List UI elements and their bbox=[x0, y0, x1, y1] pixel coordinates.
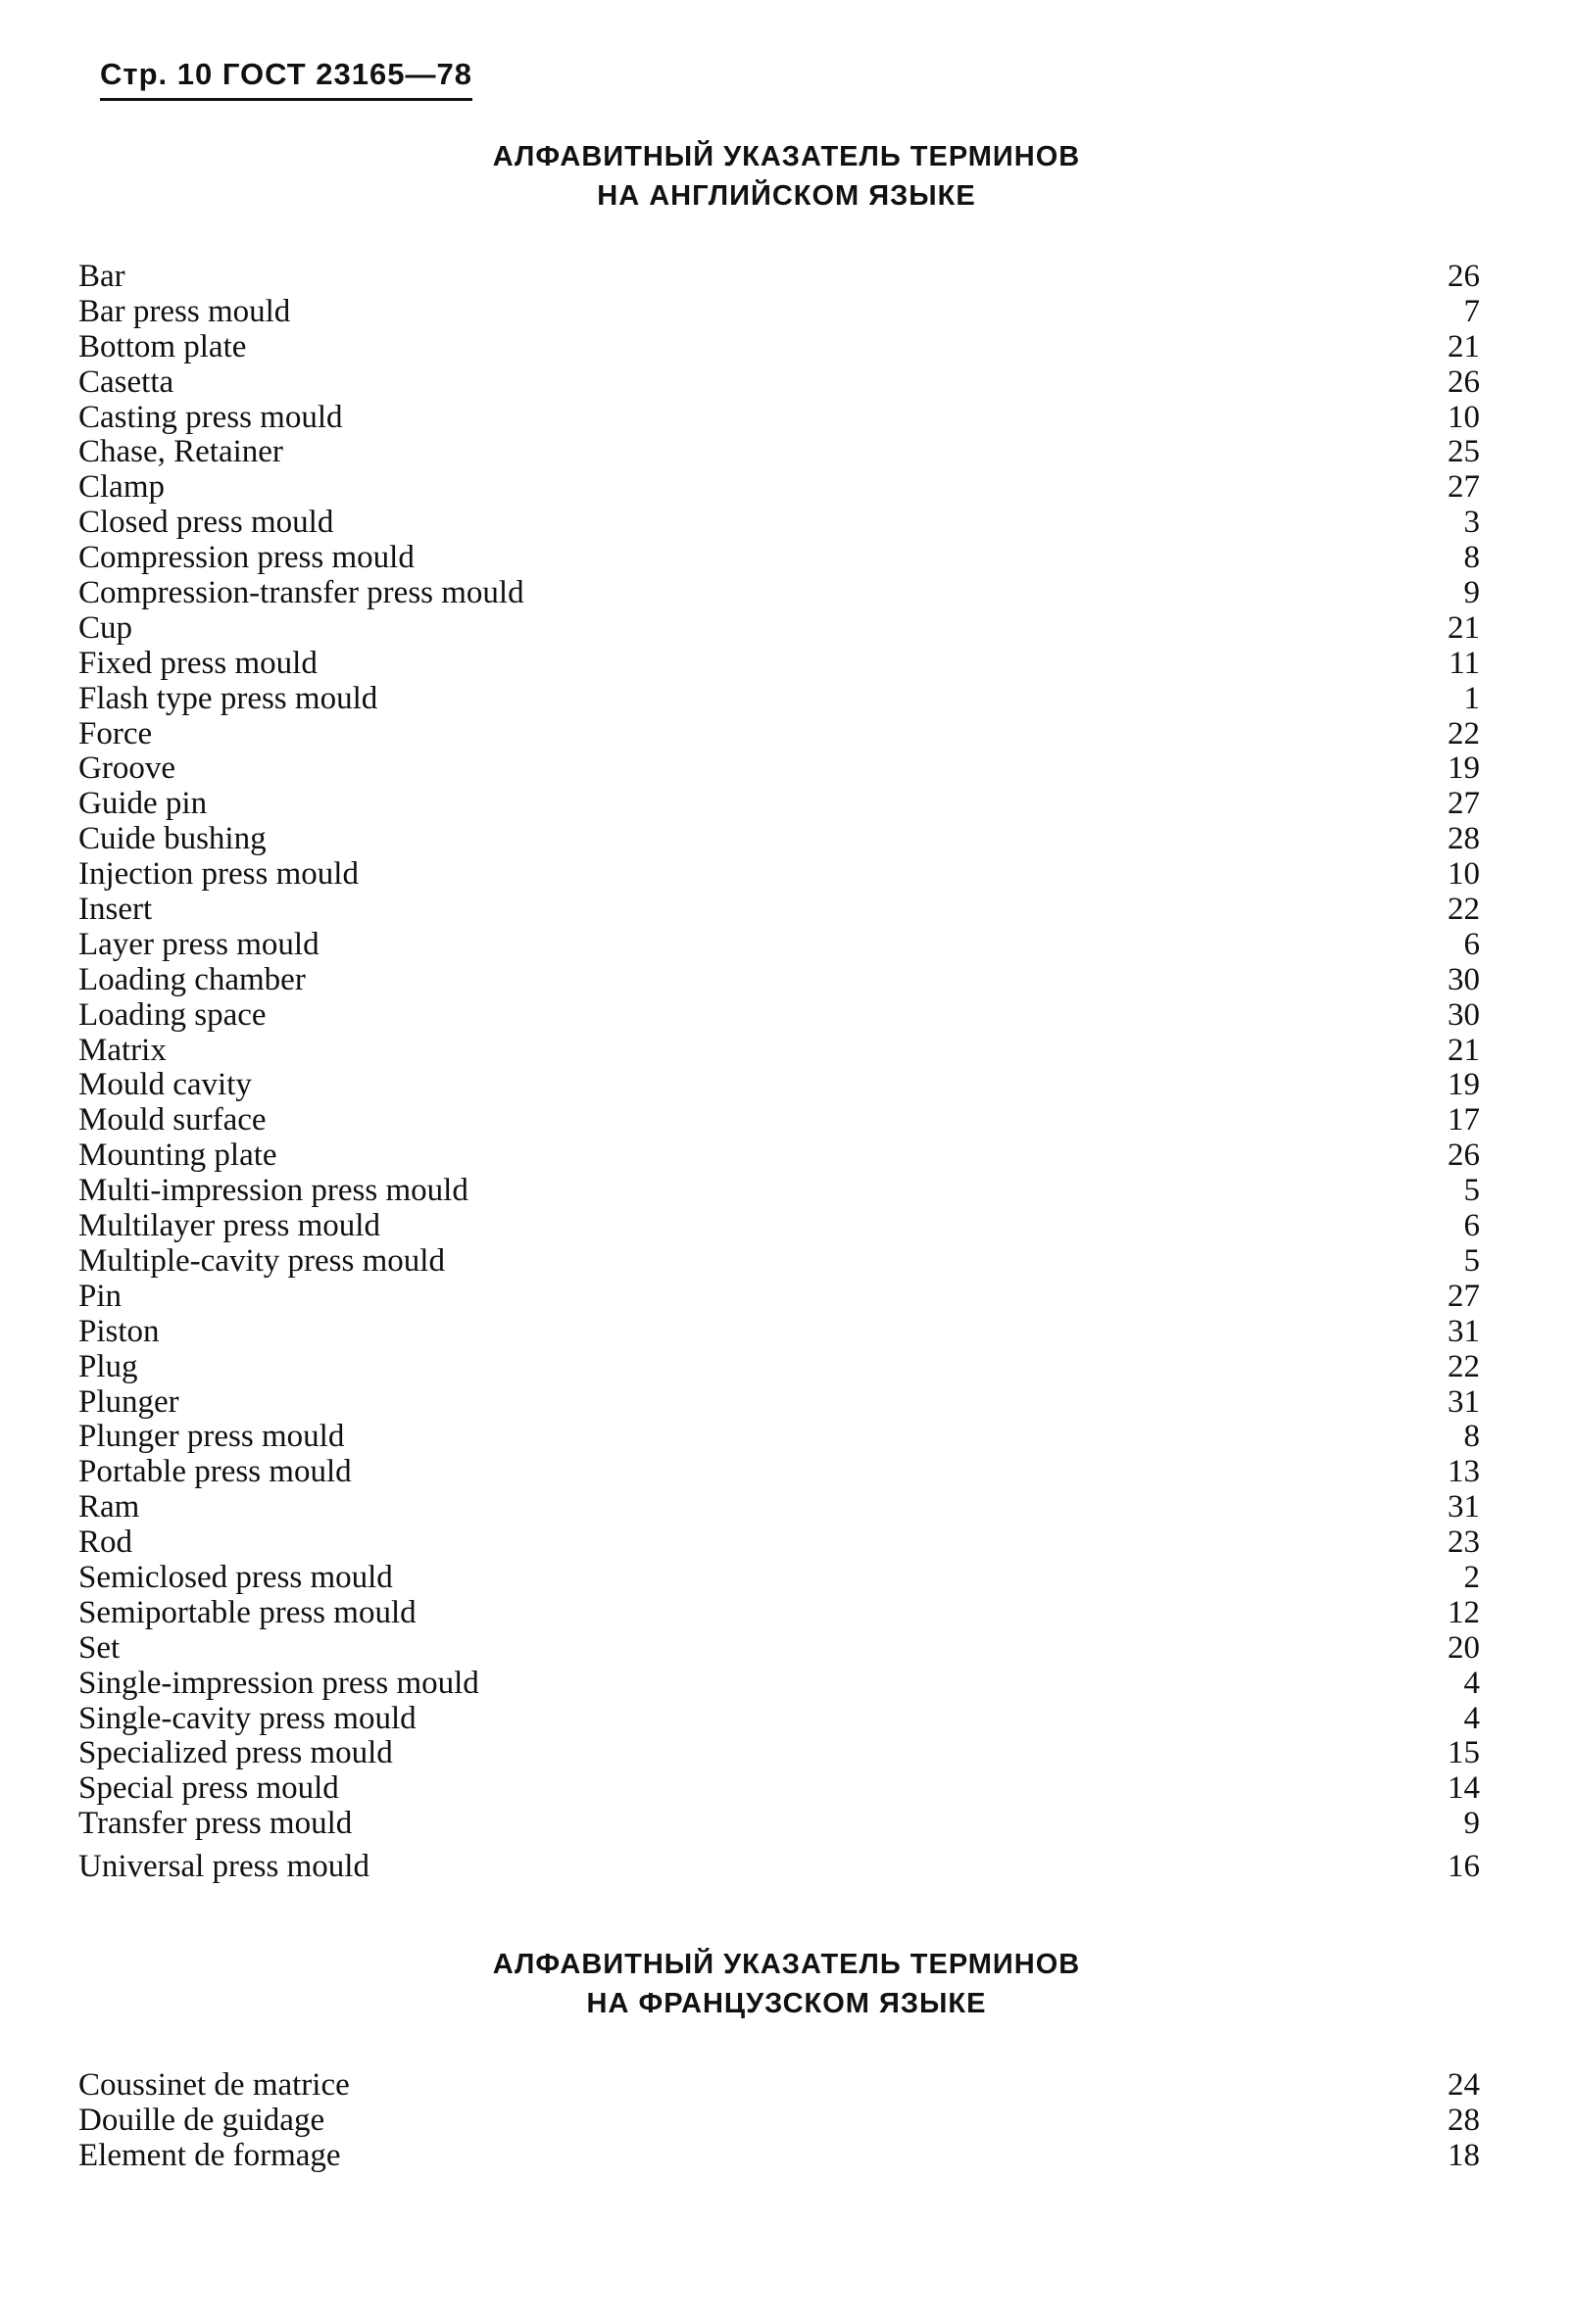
index-page-number: 22 bbox=[1448, 715, 1480, 751]
index-entry bbox=[78, 1280, 1480, 1315]
index-page-number: 3 bbox=[1463, 505, 1480, 541]
index-entry bbox=[78, 541, 1480, 576]
index-term: Piston bbox=[78, 1313, 160, 1349]
index-page-number: 5 bbox=[1463, 1173, 1480, 1209]
index-entry bbox=[78, 1490, 1480, 1525]
index-entry bbox=[78, 2138, 1480, 2173]
index-page-number: 27 bbox=[1448, 1278, 1480, 1314]
index-entry bbox=[78, 611, 1480, 647]
index-page-number: 31 bbox=[1448, 1489, 1480, 1525]
index-term: Matrix bbox=[78, 1032, 167, 1068]
index-term: Mould cavity bbox=[78, 1067, 252, 1103]
index-term: Single-cavity press mould bbox=[78, 1700, 417, 1736]
index-term: Set bbox=[78, 1629, 121, 1666]
index-page-number: 20 bbox=[1448, 1629, 1480, 1666]
index-page-number: 22 bbox=[1448, 892, 1480, 928]
index-page-number: 7 bbox=[1463, 293, 1480, 329]
index-page-number: 8 bbox=[1463, 1419, 1480, 1455]
index-entry bbox=[78, 260, 1480, 295]
index-page-number: 10 bbox=[1448, 856, 1480, 893]
index-page-number: 19 bbox=[1448, 1067, 1480, 1103]
index-term: Specialized press mould bbox=[78, 1735, 393, 1771]
index-term: Mould surface bbox=[78, 1102, 267, 1138]
french-term-index bbox=[78, 2067, 1480, 2173]
index-entry bbox=[78, 998, 1480, 1034]
index-term: Groove bbox=[78, 750, 175, 787]
index-term: Layer press mould bbox=[78, 926, 320, 962]
index-page-number: 27 bbox=[1448, 469, 1480, 506]
index-term: Casetta bbox=[78, 363, 174, 400]
index-page-number: 27 bbox=[1448, 786, 1480, 822]
index-page-number: 19 bbox=[1448, 750, 1480, 787]
index-term: Compression-transfer press mould bbox=[78, 575, 524, 611]
index-term: Special press mould bbox=[78, 1770, 339, 1807]
index-entry bbox=[78, 928, 1480, 963]
index-entry bbox=[78, 893, 1480, 928]
index-page-number: 18 bbox=[1448, 2138, 1480, 2173]
english-index-title-line1: АЛФАВИТНЫЙ УКАЗАТЕЛЬ ТЕРМИНОВ bbox=[492, 141, 1081, 172]
index-term: Pin bbox=[78, 1278, 123, 1314]
index-page-number: 11 bbox=[1449, 645, 1480, 681]
index-page-number: 24 bbox=[1448, 2067, 1480, 2103]
index-page-number: 6 bbox=[1463, 1208, 1480, 1244]
index-page-number: 14 bbox=[1448, 1770, 1480, 1807]
index-page-number: 22 bbox=[1448, 1348, 1480, 1384]
index-entry bbox=[78, 470, 1480, 506]
index-entry bbox=[78, 2103, 1480, 2138]
english-index-title-line2: НА АНГЛИЙСКОМ ЯЗЫКЕ bbox=[597, 180, 976, 212]
index-term: Closed press mould bbox=[78, 505, 334, 541]
index-entry bbox=[78, 2067, 1480, 2103]
index-term: Transfer press mould bbox=[78, 1806, 353, 1842]
index-page-number: 21 bbox=[1448, 328, 1480, 364]
index-term: Plunger press mould bbox=[78, 1419, 345, 1455]
index-term: Chase, Retainer bbox=[78, 434, 283, 470]
index-term: Clamp bbox=[78, 469, 165, 506]
index-term: Douille de guidage bbox=[78, 2103, 325, 2138]
index-entry bbox=[78, 857, 1480, 893]
index-page-number: 5 bbox=[1463, 1242, 1480, 1279]
index-entry bbox=[78, 1667, 1480, 1702]
index-term: Compression press mould bbox=[78, 540, 415, 576]
index-term: Universal press mould bbox=[78, 1849, 369, 1885]
index-page-number: 21 bbox=[1448, 1032, 1480, 1068]
index-term: Loading chamber bbox=[78, 961, 306, 997]
index-term: Ram bbox=[78, 1489, 140, 1525]
index-term: Rod bbox=[78, 1525, 133, 1561]
index-page-number: 28 bbox=[1448, 2103, 1480, 2138]
index-entry bbox=[78, 1631, 1480, 1667]
index-page-number: 30 bbox=[1448, 961, 1480, 997]
index-entry bbox=[78, 682, 1480, 717]
index-entry bbox=[78, 751, 1480, 787]
index-entry bbox=[78, 1068, 1480, 1103]
index-page-number: 12 bbox=[1448, 1594, 1480, 1630]
index-term: Guide pin bbox=[78, 786, 208, 822]
index-page-number: 6 bbox=[1463, 926, 1480, 962]
index-page-number: 8 bbox=[1463, 540, 1480, 576]
index-page-number: 9 bbox=[1463, 575, 1480, 611]
french-index-title-line1: АЛФАВИТНЫЙ УКАЗАТЕЛЬ ТЕРМИНОВ bbox=[492, 1949, 1081, 1980]
index-entry bbox=[78, 1174, 1480, 1209]
index-page-number: 26 bbox=[1448, 363, 1480, 400]
index-entry bbox=[78, 1561, 1480, 1596]
index-term: Bar press mould bbox=[78, 293, 291, 329]
index-page-number: 26 bbox=[1448, 1138, 1480, 1174]
index-page-number: 2 bbox=[1463, 1559, 1480, 1595]
index-entry bbox=[78, 435, 1480, 470]
index-term: Bar bbox=[78, 259, 125, 294]
index-entry bbox=[78, 330, 1480, 365]
index-page-number: 10 bbox=[1448, 399, 1480, 435]
index-entry bbox=[78, 787, 1480, 822]
index-entry bbox=[78, 1385, 1480, 1421]
index-term: Insert bbox=[78, 892, 153, 928]
index-entry bbox=[78, 1138, 1480, 1174]
french-index-title bbox=[0, 1945, 1573, 2023]
index-term: Multilayer press mould bbox=[78, 1208, 380, 1244]
index-entry bbox=[78, 1455, 1480, 1490]
index-page-number: 21 bbox=[1448, 609, 1480, 646]
index-term: Cuide bushing bbox=[78, 821, 267, 857]
index-page-number: 31 bbox=[1448, 1383, 1480, 1420]
index-page-number: 15 bbox=[1448, 1735, 1480, 1771]
index-entry bbox=[78, 647, 1480, 682]
english-index-title bbox=[0, 137, 1573, 216]
index-entry bbox=[78, 365, 1480, 401]
index-entry bbox=[78, 1736, 1480, 1771]
index-term: Mounting plate bbox=[78, 1138, 277, 1174]
index-term: Injection press mould bbox=[78, 856, 359, 893]
index-entry bbox=[78, 1315, 1480, 1350]
index-term: Loading space bbox=[78, 996, 267, 1033]
index-entry bbox=[78, 1702, 1480, 1737]
index-page-number: 17 bbox=[1448, 1102, 1480, 1138]
index-page-number: 25 bbox=[1448, 434, 1480, 470]
index-entry bbox=[78, 963, 1480, 998]
index-term: Fixed press mould bbox=[78, 645, 318, 681]
index-entry bbox=[78, 1209, 1480, 1244]
index-entry bbox=[78, 506, 1480, 541]
index-page-number: 4 bbox=[1463, 1700, 1480, 1736]
index-term: Multiple-cavity press mould bbox=[78, 1242, 445, 1279]
index-term: Semiclosed press mould bbox=[78, 1559, 393, 1595]
index-term: Flash type press mould bbox=[78, 680, 378, 716]
index-entry bbox=[78, 401, 1480, 436]
index-term: Force bbox=[78, 715, 153, 751]
index-entry bbox=[78, 1771, 1480, 1807]
index-term: Multi-impression press mould bbox=[78, 1173, 468, 1209]
page-header: Стр. 10 ГОСТ 23165—78 bbox=[100, 57, 472, 101]
index-page-number: 26 bbox=[1448, 259, 1480, 294]
index-entry bbox=[78, 1103, 1480, 1138]
index-page-number: 23 bbox=[1448, 1525, 1480, 1561]
index-entry bbox=[78, 1420, 1480, 1455]
index-entry bbox=[78, 295, 1480, 330]
index-page-number: 1 bbox=[1463, 680, 1480, 716]
index-page-number: 9 bbox=[1463, 1806, 1480, 1842]
index-page-number: 30 bbox=[1448, 996, 1480, 1033]
index-term: Coussinet de matrice bbox=[78, 2067, 350, 2103]
index-term: Bottom plate bbox=[78, 328, 247, 364]
index-page-number: 13 bbox=[1448, 1454, 1480, 1490]
index-term: Casting press mould bbox=[78, 399, 343, 435]
index-term: Single-impression press mould bbox=[78, 1665, 479, 1701]
english-term-index bbox=[78, 260, 1480, 1885]
index-entry bbox=[78, 1850, 1480, 1885]
index-page-number: 4 bbox=[1463, 1665, 1480, 1701]
index-term: Cup bbox=[78, 609, 133, 646]
index-entry bbox=[78, 822, 1480, 857]
index-term: Element de formage bbox=[78, 2138, 341, 2173]
index-entry bbox=[78, 1525, 1480, 1561]
index-term: Semiportable press mould bbox=[78, 1594, 417, 1630]
index-term: Portable press mould bbox=[78, 1454, 352, 1490]
index-entry bbox=[78, 717, 1480, 752]
index-entry bbox=[78, 576, 1480, 611]
index-page-number: 28 bbox=[1448, 821, 1480, 857]
index-page-number: 16 bbox=[1448, 1849, 1480, 1885]
index-term: Plug bbox=[78, 1348, 138, 1384]
index-entry bbox=[78, 1596, 1480, 1631]
index-term: Plunger bbox=[78, 1383, 179, 1420]
index-entry bbox=[78, 1807, 1480, 1842]
index-entry bbox=[78, 1244, 1480, 1280]
index-page-number: 31 bbox=[1448, 1313, 1480, 1349]
index-entry bbox=[78, 1350, 1480, 1385]
index-entry bbox=[78, 1034, 1480, 1069]
french-index-title-line2: НА ФРАНЦУЗСКОМ ЯЗЫКЕ bbox=[586, 1988, 987, 2019]
